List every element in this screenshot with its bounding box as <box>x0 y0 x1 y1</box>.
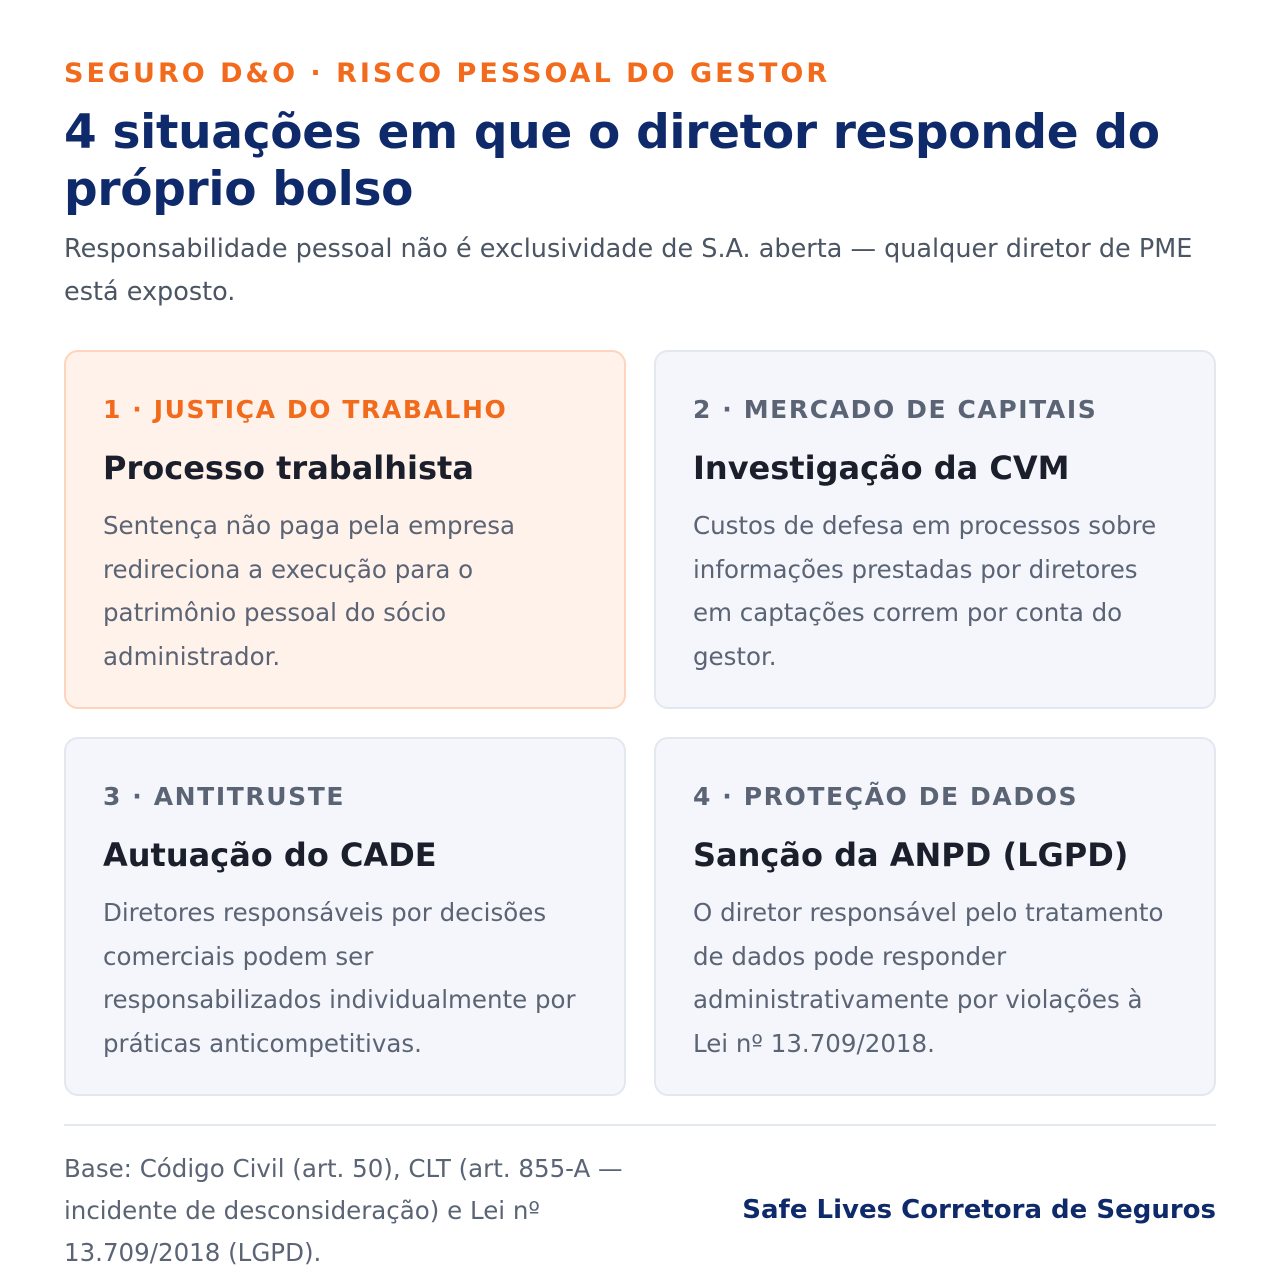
card-text: Custos de defesa em processos sobre informações prestadas por diretores em captações correm por conta do gestor. <box>693 511 1157 671</box>
card-label: 4 · PROTEÇÃO DE DADOS <box>693 782 1079 811</box>
situations-grid <box>64 350 1216 1096</box>
card-title: Autuação do CADE <box>103 836 437 874</box>
card-title: Processo trabalhista <box>103 449 474 487</box>
card-title: Sanção da ANPD (LGPD) <box>693 836 1129 874</box>
card-label: 3 · ANTITRUSTE <box>103 782 346 811</box>
footer-divider <box>64 1124 1216 1126</box>
card-text: O diretor responsável pelo tratamento de dados pode responder administrativamente por violações à Lei nº 13.709/2018. <box>693 898 1164 1058</box>
page-title: 4 situações em que o diretor responde do próprio bolso <box>64 105 1160 217</box>
legal-basis-note: Base: Código Civil (art. 50), CLT (art. 855-A — incidente de desconsideração) e Lei nº 13.709/2018 (LGPD). <box>64 1154 623 1267</box>
card-antitrust <box>64 737 626 1096</box>
card-title: Investigação da CVM <box>693 449 1070 487</box>
card-labor-court <box>64 350 626 709</box>
card-capital-markets <box>654 350 1216 709</box>
card-data-protection <box>654 737 1216 1096</box>
card-text: Sentença não paga pela empresa redireciona a execução para o patrimônio pessoal do sócio administrador. <box>103 511 515 671</box>
page-subtitle: Responsabilidade pessoal não é exclusividade de S.A. aberta — qualquer diretor de PME está exposto. <box>64 234 1193 307</box>
card-label: 2 · MERCADO DE CAPITAIS <box>693 395 1098 424</box>
eyebrow: SEGURO D&O · RISCO PESSOAL DO GESTOR <box>64 58 831 89</box>
card-label: 1 · JUSTIÇA DO TRABALHO <box>103 395 508 424</box>
brand-name: Safe Lives Corretora de Seguros <box>742 1195 1216 1225</box>
card-text: Diretores responsáveis por decisões comerciais podem ser responsabilizados individualmente por práticas anticompetitivas. <box>103 898 576 1058</box>
